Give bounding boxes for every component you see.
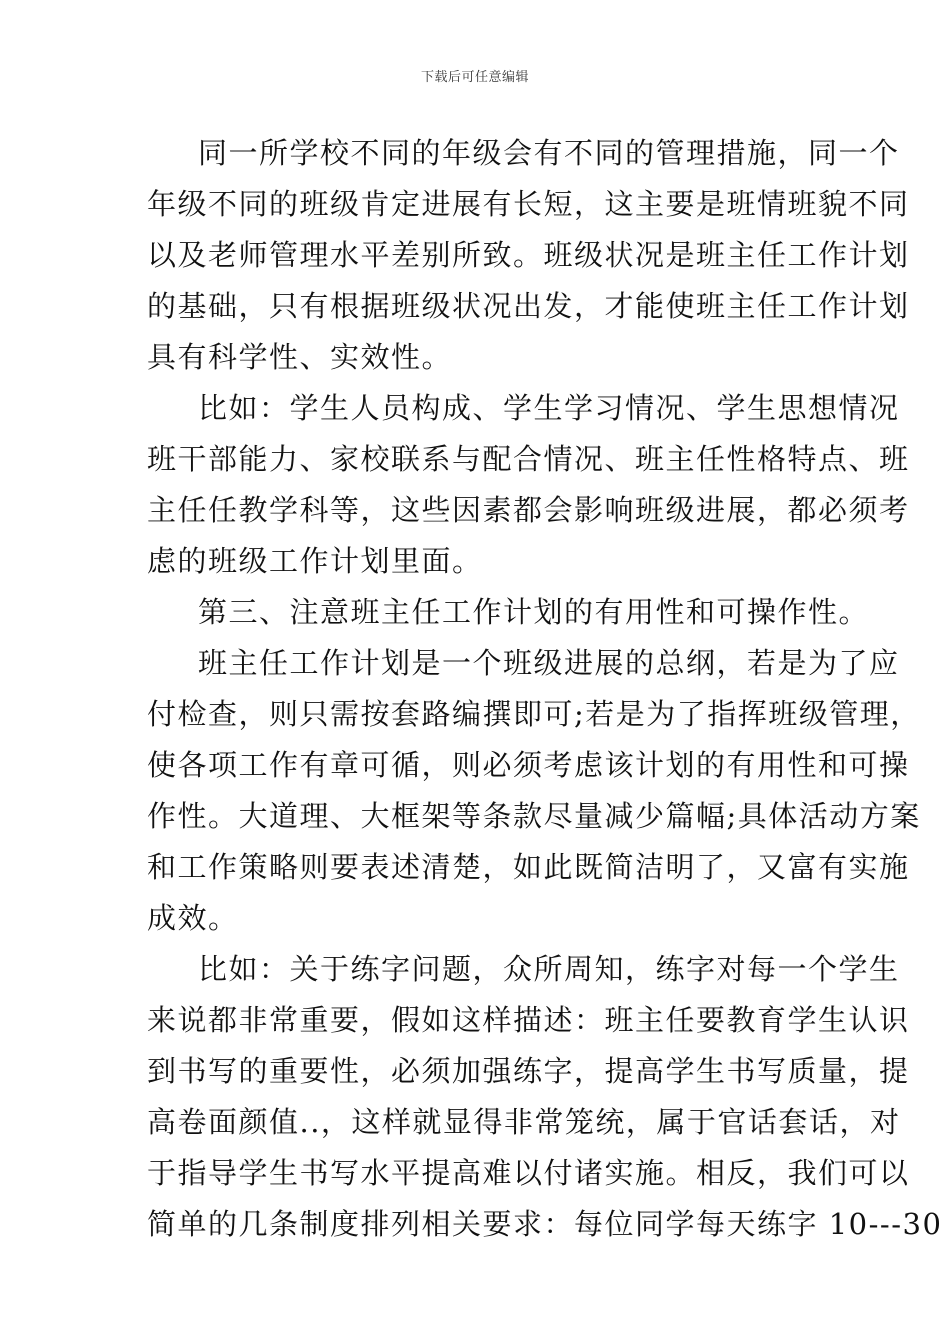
text-line: 于指导学生书写水平提高难以付诸实施。相反，我们可以: [147, 1156, 910, 1190]
text-line: 年级不同的班级肯定进展有长短，这主要是班情班貌不同: [147, 187, 910, 221]
text-line: 简单的几条制度排列相关要求：每位同学每天练字 10---30: [147, 1207, 943, 1241]
text-line: 班主任工作计划是一个班级进展的总纲，若是为了应: [198, 646, 900, 680]
text-line: 成效。: [147, 901, 239, 935]
text-line: 具有科学性、实效性。: [147, 340, 453, 374]
text-line: 比如：关于练字问题，众所周知，练字对每一个学生: [198, 952, 900, 986]
paragraph: [147, 383, 910, 587]
text-line: 到书写的重要性，必须加强练字，提高学生书写质量，提: [147, 1054, 910, 1088]
text-line: 比如：学生人员构成、学生学习情况、学生思想情况: [198, 391, 900, 425]
text-line: 主任任教学科等，这些因素都会影响班级进展，都必须考: [147, 493, 910, 527]
text-line: 来说都非常重要，假如这样描述：班主任要教育学生认识: [147, 1003, 910, 1037]
page-header: 下载后可任意编辑: [420, 70, 529, 85]
text-line: 同一所学校不同的年级会有不同的管理措施，同一个: [198, 136, 900, 170]
text-line: 以及老师管理水平差别所致。班级状况是班主任工作计划: [147, 238, 910, 272]
text-line: 作性。大道理、大框架等条款尽量减少篇幅;具体活动方案: [147, 799, 921, 833]
text-line: 虑的班级工作计划里面。: [147, 544, 483, 578]
document-body: [147, 128, 943, 1250]
paragraph: [147, 128, 910, 383]
text-line: 的基础，只有根据班级状况出发，才能使班主任工作计划: [147, 289, 910, 323]
paragraph: [147, 638, 921, 944]
text-line: 和工作策略则要表述清楚，如此既简洁明了，又富有实施: [147, 850, 910, 884]
paragraph: [147, 944, 943, 1250]
paragraph: [147, 587, 870, 638]
text-line: 第三、注意班主任工作计划的有用性和可操作性。: [198, 595, 870, 629]
text-line: 班干部能力、家校联系与配合情况、班主任性格特点、班: [147, 442, 910, 476]
text-line: 付检查，则只需按套路编撰即可;若是为了指挥班级管理，: [147, 697, 921, 731]
text-line: 高卷面颜值..，这样就显得非常笼统，属于官话套话，对: [147, 1105, 901, 1139]
text-line: 使各项工作有章可循，则必须考虑该计划的有用性和可操: [147, 748, 910, 782]
